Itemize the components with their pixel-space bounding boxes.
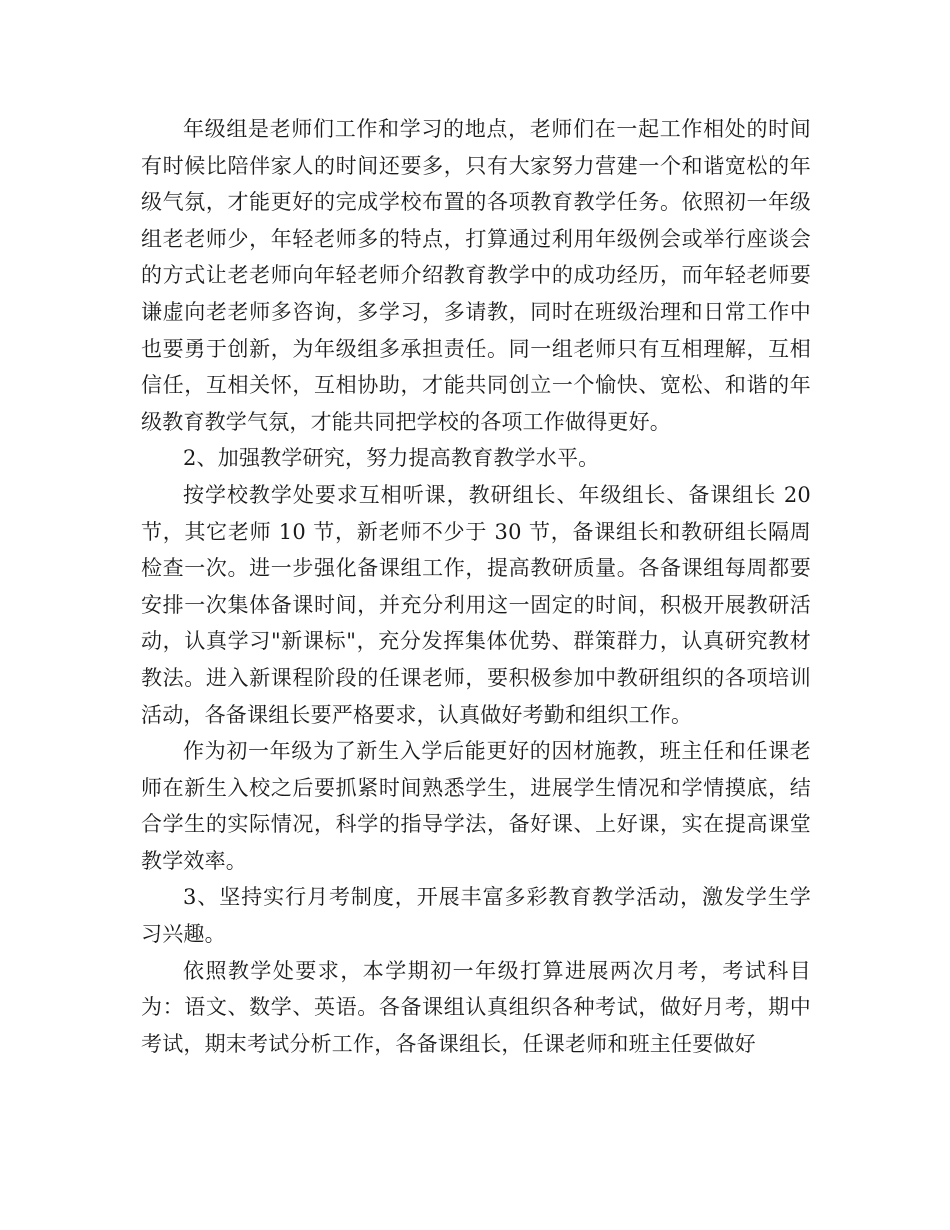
paragraph-grade-group-atmosphere: 年级组是老师们工作和学习的地点，老师们在一起工作相处的时间有时候比陪伴家人的时间还要多，只有大家努力营建一个和谐宽松的年级气氛，才能更好的完成学校布置的各项教育教学任务。依照初一年级组老老师少，年轻老师多的特点，打算通过利用年级例会或举行座谈会的方式让老老师向年轻老师介绍教育教学中的成功经历，而年轻老师要谦虚向老老师多咨询，多学习，多请教，同时在班级治理和日常工作中也要勇于创新，为年级组多承担责任。同一组老师只有互相理解，互相信任，互相关怀，互相协助，才能共同创立一个愉快、宽松、和谐的年级教育教学气氛，才能共同把学校的各项工作做得更好。 <box>141 117 811 434</box>
paragraph-exam-plan: 依照教学处要求，本学期初一年级打算进展两次月考，考试科目为：语文、数学、英语。各备课组认真组织各种考试，做好月考，期中考试，期末考试分析工作，各备课组长，任课老师和班主任要做好 <box>141 958 811 1056</box>
heading-monthly-exams: 3、坚持实行月考制度，开展丰富多彩教育教学活动，激发学生学习兴趣。 <box>141 885 811 947</box>
paragraph-lesson-observation: 按学校教学处要求互相听课，教研组长、年级组长、备课组长 20节，其它老师 10 节，新老师不少于 30 节，备课组长和教研组长隔周检查一次。进一步强化备课组工作，提高教研质量。各备课组每周都要安排一次集体备课时间，并充分利用这一固定的时间，积极开展教研活动，认真学习"新课标"，充分发挥集体优势、群策群力，认真研究教材教法。进入新课程阶段的任课老师，要积极参加中教研组织的各项培训活动，各备课组长要严格要求，认真做好考勤和组织工作。 <box>141 482 811 727</box>
heading-teaching-research: 2、加强教学研究，努力提高教育教学水平。 <box>183 446 600 471</box>
document-body <box>141 111 811 1062</box>
paragraph-new-students: 作为初一年级为了新生入学后能更好的因材施教，班主任和任课老师在新生入校之后要抓紧时间熟悉学生，进展学生情况和学情摸底，结合学生的实际情况，科学的指导学法，备好课、上好课，实在提高课堂教学效率。 <box>141 739 811 873</box>
